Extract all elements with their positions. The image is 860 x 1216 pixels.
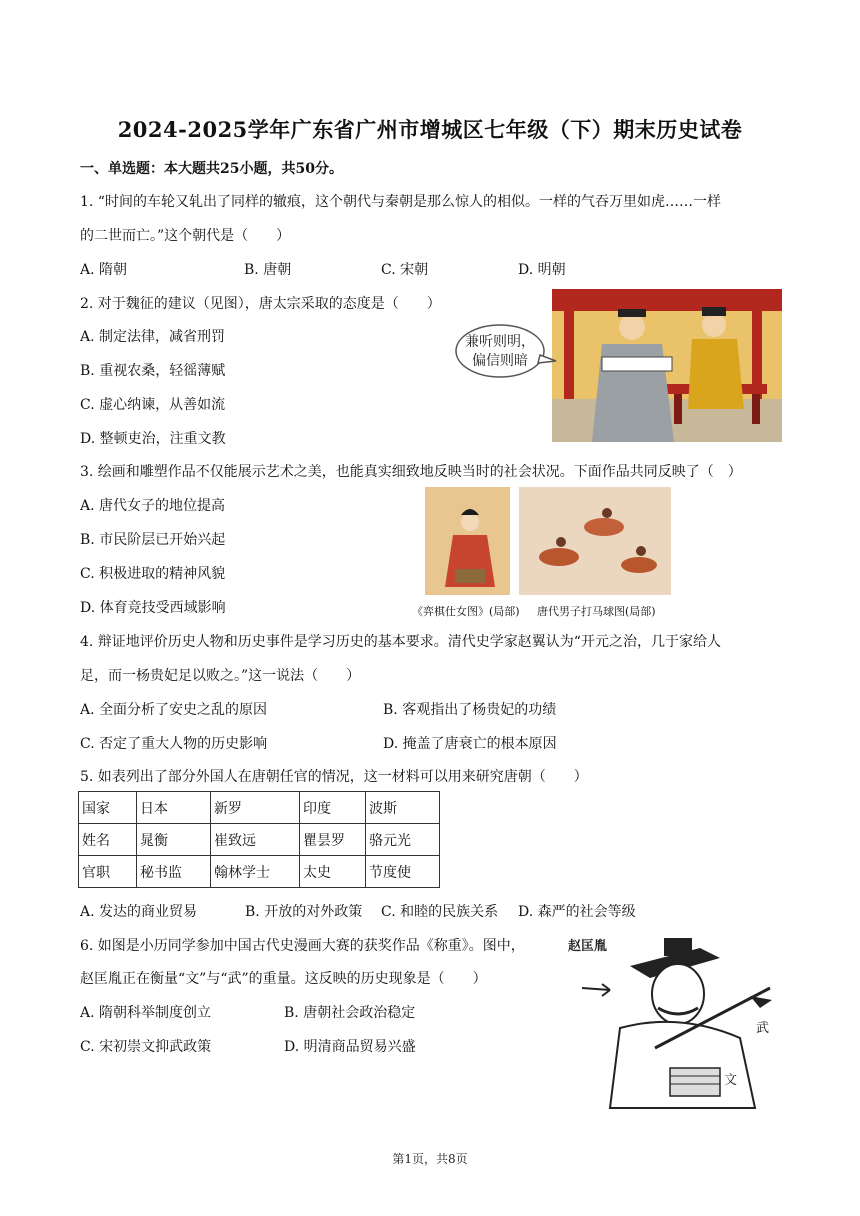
q6-stem-line1: 6. 如图是小历同学参加中国古代史漫画大赛的获奖作品《称重》。图中， xyxy=(80,938,525,954)
q5-table xyxy=(78,791,440,888)
q4-option-d: D. 掩盖了唐衰亡的根本原因 xyxy=(383,736,557,752)
q1-option-d: D. 明朝 xyxy=(518,262,566,278)
q6-cartoon xyxy=(560,928,782,1112)
q2-option-a: A. 制定法律，减省刑罚 xyxy=(80,329,226,345)
table-cell: 翰林学士 xyxy=(211,856,300,888)
section-heading: 一、单选题：本大题共25小题，共50分。 xyxy=(80,161,343,177)
q3-option-b: B. 市民阶层已开始兴起 xyxy=(80,532,226,548)
table-cell: 节度使 xyxy=(366,856,440,888)
q5-option-d: D. 森严的社会等级 xyxy=(518,904,636,920)
q2-option-b: B. 重视农桑，轻徭薄赋 xyxy=(80,363,226,379)
q4-option-c: C. 否定了重大人物的历史影响 xyxy=(80,736,268,752)
table-cell: 国家 xyxy=(79,792,137,824)
q5-stem: 5. 如表列出了部分外国人在唐朝任官的情况，这一材料可以用来研究唐朝（ ） xyxy=(80,769,588,785)
q2-stem: 2. 对于魏征的建议（见图），唐太宗采取的态度是（ ） xyxy=(80,296,441,312)
page-footer: 第1页，共8页 xyxy=(392,1152,468,1166)
bubble-text-line1: 兼听则明， xyxy=(465,334,535,350)
table-cell: 太史 xyxy=(300,856,366,888)
q3-stem: 3. 绘画和雕塑作品不仅能展示艺术之美，也能真实细致地反映当时的社会状况。下面作品共同反映了（ ） xyxy=(80,464,742,480)
q2-option-d: D. 整顿吏治，注重文教 xyxy=(80,431,226,447)
table-row xyxy=(79,824,440,856)
q5-option-a: A. 发达的商业贸易 xyxy=(80,904,198,920)
q1-stem-line1: 1. “时间的车轮又轧出了同样的辙痕，这个朝代与秦朝是那么惊人的相似。一样的气吞万里如虎……一样 xyxy=(80,194,721,210)
table-cell: 骆元光 xyxy=(366,824,440,856)
q5-option-b: B. 开放的对外政策 xyxy=(245,904,363,920)
page-title: 2024-2025学年广东省广州市增城区七年级（下）期末历史试卷 xyxy=(117,117,743,142)
q2-option-c: C. 虚心纳谏，从善如流 xyxy=(80,397,226,413)
q4-stem-line2: 足，而一杨贵妃足以败之。”这一说法（ ） xyxy=(80,668,361,684)
q1-option-a: A. 隋朝 xyxy=(80,262,128,278)
label-wu: 武 xyxy=(756,1021,770,1036)
q2-illustration xyxy=(452,289,782,442)
table-cell: 秘书监 xyxy=(137,856,211,888)
q4-option-a: A. 全面分析了安史之乱的原因 xyxy=(80,702,268,718)
table-cell: 官职 xyxy=(79,856,137,888)
table-cell: 姓名 xyxy=(79,824,137,856)
q6-option-a: A. 隋朝科举制度创立 xyxy=(80,1005,212,1021)
q1-stem-line2: 的二世而亡。”这个朝代是（ ） xyxy=(80,228,291,244)
q3-caption-1: 《弈棋仕女图》(局部) xyxy=(412,605,520,618)
table-cell: 印度 xyxy=(300,792,366,824)
q3-option-a: A. 唐代女子的地位提高 xyxy=(80,498,226,514)
q6-stem-line2: 赵匡胤正在衡量“文”与“武”的重量。这反映的历史现象是（ ） xyxy=(80,971,487,987)
bubble-text-line2: 偏信则暗 xyxy=(472,353,528,369)
table-cell: 波斯 xyxy=(366,792,440,824)
q6-option-c: C. 宋初崇文抑武政策 xyxy=(80,1039,212,1055)
q4-stem-line1: 4. 辩证地评价历史人物和历史事件是学习历史的基本要求。清代史学家赵翼认为“开元之治，几于家给人 xyxy=(80,634,721,650)
q3-option-c: C. 积极进取的精神风貌 xyxy=(80,566,226,582)
q3-caption-2: 唐代男子打马球图(局部) xyxy=(537,605,656,618)
table-cell: 晁衡 xyxy=(137,824,211,856)
table-cell: 新罗 xyxy=(211,792,300,824)
q1-option-b: B. 唐朝 xyxy=(244,262,292,278)
table-row xyxy=(79,856,440,888)
table-row xyxy=(79,792,440,824)
q1-option-c: C. 宋朝 xyxy=(381,262,429,278)
q6-option-d: D. 明清商品贸易兴盛 xyxy=(284,1039,416,1055)
q4-option-b: B. 客观指出了杨贵妃的功绩 xyxy=(383,702,557,718)
q3-painting-chess-lady xyxy=(425,487,510,595)
q3-painting-polo xyxy=(519,487,671,595)
q5-option-c: C. 和睦的民族关系 xyxy=(381,904,499,920)
table-cell: 崔致远 xyxy=(211,824,300,856)
q3-option-d: D. 体育竞技受西域影响 xyxy=(80,600,226,616)
table-cell: 瞿昙罗 xyxy=(300,824,366,856)
label-zhao-kuangyin: 赵匡胤 xyxy=(568,939,608,954)
q6-option-b: B. 唐朝社会政治稳定 xyxy=(284,1005,416,1021)
label-wen: 文 xyxy=(724,1073,738,1088)
table-cell: 日本 xyxy=(137,792,211,824)
